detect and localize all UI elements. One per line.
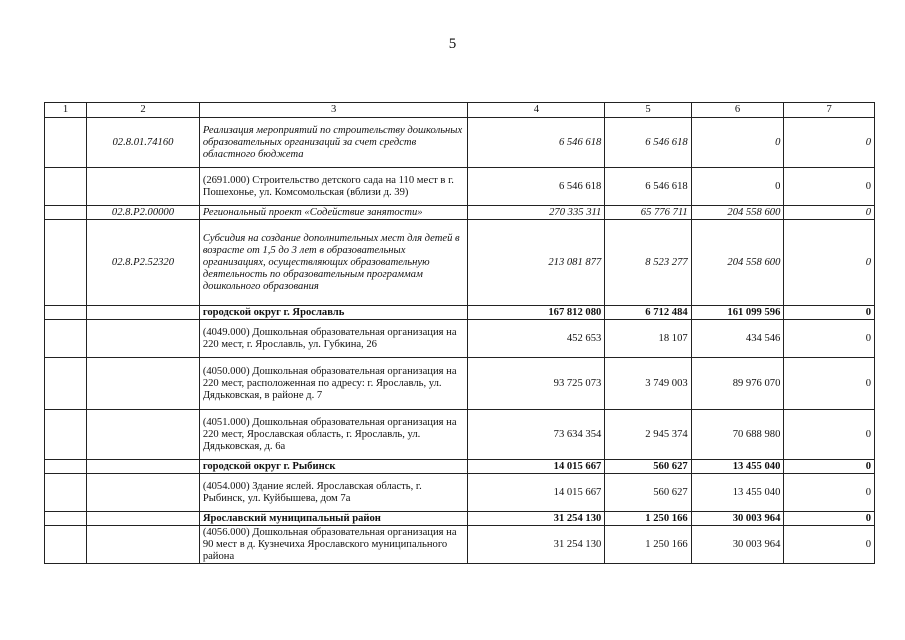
row-code	[87, 358, 200, 410]
row-col-7-value: 0	[784, 220, 875, 306]
row-code: 02.8.01.74160	[87, 118, 200, 168]
row-code	[87, 474, 200, 512]
row-col-4-value: 6 546 618	[468, 168, 605, 206]
row-name: (4056.000) Дошкольная образовательная организация на 90 мест в д. Кузнечиха Ярославского муниципального района	[199, 526, 468, 564]
row-col-4-value: 6 546 618	[468, 118, 605, 168]
row-first-cell	[45, 118, 87, 168]
row-col-7-value: 0	[784, 526, 875, 564]
row-col-4-value: 167 812 080	[468, 306, 605, 320]
row-col-4-value: 93 725 073	[468, 358, 605, 410]
table-header-row	[45, 103, 875, 118]
row-code: 02.8.P2.00000	[87, 206, 200, 220]
table-row	[45, 460, 875, 474]
row-col-6-value: 0	[691, 118, 784, 168]
header-col-6: 6	[691, 103, 784, 118]
row-col-7-value: 0	[784, 168, 875, 206]
row-col-7-value: 0	[784, 410, 875, 460]
row-col-6-value: 434 546	[691, 320, 784, 358]
row-name: Реализация мероприятий по строительству дошкольных образовательных организаций за счет средств областного бюджета	[199, 118, 468, 168]
row-code	[87, 320, 200, 358]
row-col-4-value: 270 335 311	[468, 206, 605, 220]
table-row	[45, 526, 875, 564]
row-col-6-value: 30 003 964	[691, 512, 784, 526]
row-first-cell	[45, 168, 87, 206]
row-first-cell	[45, 526, 87, 564]
row-name: Региональный проект «Содействие занятости»	[199, 206, 468, 220]
row-col-6-value: 204 558 600	[691, 206, 784, 220]
row-col-7-value: 0	[784, 358, 875, 410]
row-col-6-value: 0	[691, 168, 784, 206]
row-col-4-value: 73 634 354	[468, 410, 605, 460]
row-code	[87, 168, 200, 206]
row-name: городской округ г. Ярославль	[199, 306, 468, 320]
row-col-5-value: 65 776 711	[605, 206, 691, 220]
table-row	[45, 474, 875, 512]
row-first-cell	[45, 474, 87, 512]
row-code	[87, 410, 200, 460]
row-col-5-value: 6 546 618	[605, 118, 691, 168]
row-first-cell	[45, 358, 87, 410]
row-first-cell	[45, 512, 87, 526]
header-col-5: 5	[605, 103, 691, 118]
row-first-cell	[45, 410, 87, 460]
table-row	[45, 410, 875, 460]
row-col-4-value: 31 254 130	[468, 512, 605, 526]
row-col-6-value: 161 099 596	[691, 306, 784, 320]
row-code: 02.8.P2.52320	[87, 220, 200, 306]
row-col-4-value: 213 081 877	[468, 220, 605, 306]
row-col-4-value: 14 015 667	[468, 460, 605, 474]
row-col-7-value: 0	[784, 118, 875, 168]
row-col-7-value: 0	[784, 306, 875, 320]
table-row	[45, 306, 875, 320]
row-first-cell	[45, 460, 87, 474]
row-name: (4049.000) Дошкольная образовательная организация на 220 мест, г. Ярославль, ул. Губкина, 26	[199, 320, 468, 358]
row-first-cell	[45, 220, 87, 306]
table-row	[45, 220, 875, 306]
header-col-4: 4	[468, 103, 605, 118]
row-col-6-value: 13 455 040	[691, 460, 784, 474]
table-row	[45, 512, 875, 526]
row-col-6-value: 70 688 980	[691, 410, 784, 460]
row-col-5-value: 560 627	[605, 460, 691, 474]
row-col-6-value: 89 976 070	[691, 358, 784, 410]
table-row	[45, 118, 875, 168]
table-row	[45, 168, 875, 206]
row-col-4-value: 31 254 130	[468, 526, 605, 564]
row-col-5-value: 18 107	[605, 320, 691, 358]
row-col-5-value: 3 749 003	[605, 358, 691, 410]
row-name: Ярославский муниципальный район	[199, 512, 468, 526]
row-col-5-value: 1 250 166	[605, 512, 691, 526]
row-code	[87, 306, 200, 320]
row-col-6-value: 13 455 040	[691, 474, 784, 512]
table-row	[45, 206, 875, 220]
row-code	[87, 460, 200, 474]
row-col-5-value: 6 712 484	[605, 306, 691, 320]
row-first-cell	[45, 206, 87, 220]
row-name: городской округ г. Рыбинск	[199, 460, 468, 474]
header-col-7: 7	[784, 103, 875, 118]
row-col-5-value: 8 523 277	[605, 220, 691, 306]
row-code	[87, 512, 200, 526]
table-row	[45, 320, 875, 358]
row-code	[87, 526, 200, 564]
row-col-5-value: 6 546 618	[605, 168, 691, 206]
header-col-2: 2	[87, 103, 200, 118]
row-col-5-value: 560 627	[605, 474, 691, 512]
row-first-cell	[45, 320, 87, 358]
row-first-cell	[45, 306, 87, 320]
row-name: Субсидия на создание дополнительных мест для детей в возрасте от 1,5 до 3 лет в образовательных организациях, осуществляющих образовательную деятельность по образовательным программам дошкольного образования	[199, 220, 468, 306]
row-col-6-value: 30 003 964	[691, 526, 784, 564]
row-col-7-value: 0	[784, 512, 875, 526]
row-col-7-value: 0	[784, 460, 875, 474]
budget-table	[44, 102, 875, 564]
row-name: (4054.000) Здание яслей. Ярославская область, г. Рыбинск, ул. Куйбышева, дом 7а	[199, 474, 468, 512]
table-row	[45, 358, 875, 410]
row-col-4-value: 14 015 667	[468, 474, 605, 512]
row-col-7-value: 0	[784, 320, 875, 358]
row-col-4-value: 452 653	[468, 320, 605, 358]
row-name: (2691.000) Строительство детского сада на 110 мест в г. Пошехонье, ул. Комсомольская (вблизи д. 39)	[199, 168, 468, 206]
row-name: (4050.000) Дошкольная образовательная организация на 220 мест, расположенная по адресу: г. Ярославль, ул. Дядьковская, в районе д. 7	[199, 358, 468, 410]
header-col-3: 3	[199, 103, 468, 118]
row-col-5-value: 1 250 166	[605, 526, 691, 564]
row-name: (4051.000) Дошкольная образовательная организация на 220 мест, Ярославская область, г. Ярославль, ул. Дядьковская, д. 6а	[199, 410, 468, 460]
row-col-7-value: 0	[784, 206, 875, 220]
row-col-6-value: 204 558 600	[691, 220, 784, 306]
row-col-7-value: 0	[784, 474, 875, 512]
page-number: 5	[448, 36, 457, 52]
header-col-1: 1	[45, 103, 87, 118]
row-col-5-value: 2 945 374	[605, 410, 691, 460]
